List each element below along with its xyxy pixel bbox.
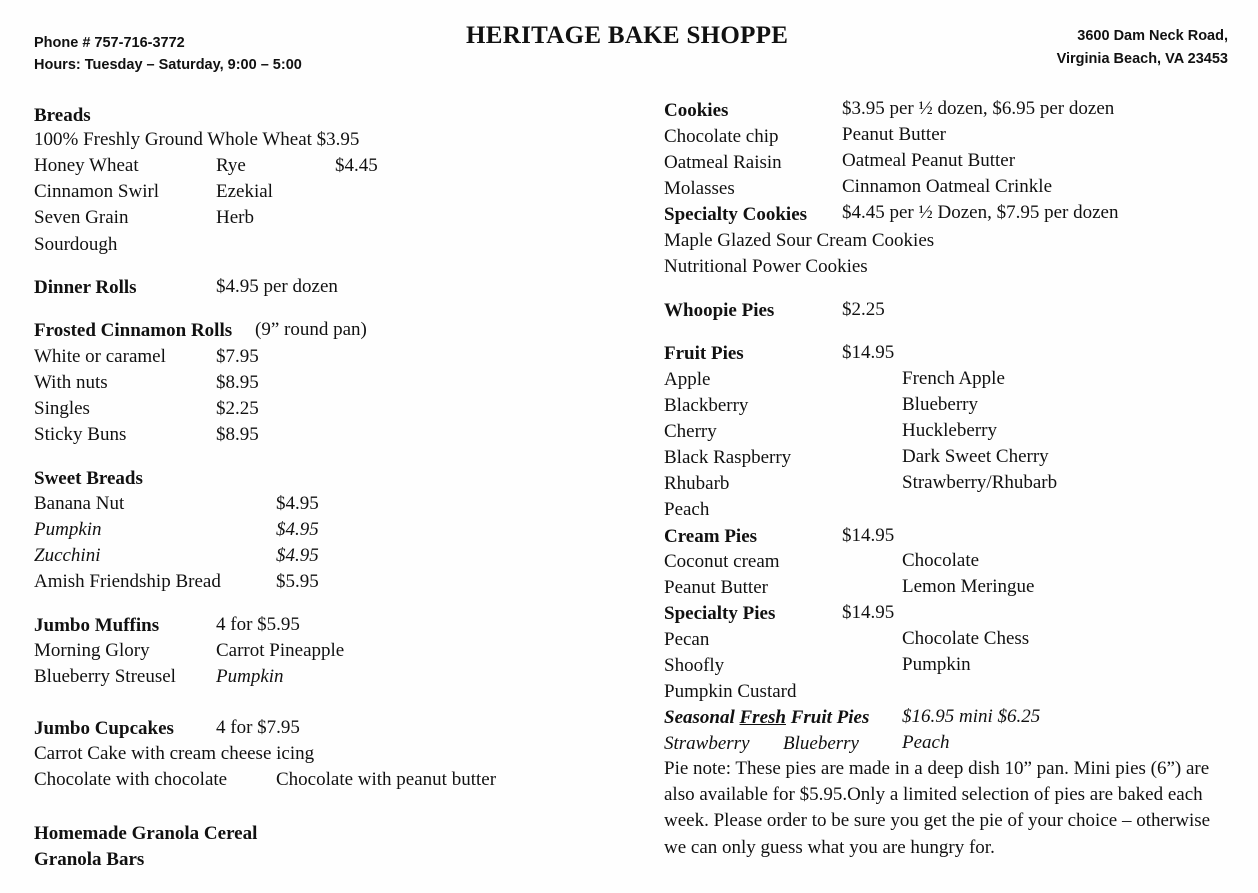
fruit-pie-item: Blueberry [902,394,978,415]
sweet-bread-price: $4.95 [276,545,319,566]
whoopie-price: $2.25 [842,299,885,320]
cookie-nutritional: Nutritional Power Cookies [664,256,868,277]
cupcake-choc-choc: Chocolate with chocolate [34,769,228,790]
sweet-bread-price: $5.95 [276,571,319,592]
bread-cinnamon-swirl: Cinnamon Swirl [34,181,160,202]
cookies-price: $3.95 per ½ dozen, $6.95 per dozen [842,98,1115,119]
pie-note: Pie note: These pies are made in a deep dish 10” pan. Mini pies (6”) are also available for $5.95.Only a limited selection of pies are baked each week. Please order to be sure you get the pie of your choice – otherwise we can only guess what you are hungry for. [664,758,1211,858]
fruit-pie-item: Black Raspberry [664,447,792,468]
cream-pies-price: $14.95 [842,525,895,546]
cinnamon-roll-price: $2.25 [216,398,259,419]
seasonal-peach: Peach [902,732,950,753]
phone-number: Phone # 757-716-3772 [34,35,185,51]
bread-whole-wheat: 100% Freshly Ground Whole Wheat $3.95 [34,129,360,150]
bread-ezekial: Ezekial [216,181,273,202]
muffin-blueberry-streusel: Blueberry Streusel [34,666,176,687]
cupcakes-price: 4 for $7.95 [216,717,300,738]
cookie-maple: Maple Glazed Sour Cream Cookies [664,230,935,251]
whoopie-heading: Whoopie Pies [664,300,775,321]
muffins-price: 4 for $5.95 [216,614,300,635]
page-title: HERITAGE BAKE SHOPPE [466,22,789,49]
bread-price: $4.45 [335,155,378,176]
fruit-pie-item: Dark Sweet Cherry [902,446,1049,467]
fruit-pies-price: $14.95 [842,342,895,363]
muffin-morning-glory: Morning Glory [34,640,150,661]
specialty-pie-choc-chess: Chocolate Chess [902,628,1030,649]
seasonal-heading-fresh: Fresh [739,707,786,728]
cream-pie-lemon: Lemon Meringue [902,576,1035,597]
fruit-pie-item: Huckleberry [902,420,997,441]
cinnamon-roll-name: Sticky Buns [34,424,127,445]
fruit-pie-item: Cherry [664,421,717,442]
cupcake-choc-pb: Chocolate with peanut butter [276,769,497,790]
granola-bars: Granola Bars [34,849,145,870]
seasonal-blueberry: Blueberry [783,733,859,754]
bread-herb: Herb [216,207,254,228]
fruit-pie-item: Strawberry/Rhubarb [902,472,1058,493]
cookie-cinnamon-oatmeal: Cinnamon Oatmeal Crinkle [842,176,1053,197]
cream-pie-coconut: Coconut cream [664,551,780,572]
sweet-bread-price: $4.95 [276,519,319,540]
sweet-bread-name: Pumpkin [34,519,102,540]
cinnamon-roll-price: $7.95 [216,346,259,367]
cinnamon-rolls-heading: Frosted Cinnamon Rolls [34,320,233,341]
muffin-carrot-pineapple: Carrot Pineapple [216,640,345,661]
cream-pies-heading: Cream Pies [664,526,758,547]
cookies-heading: Cookies [664,100,729,121]
address-line1: 3600 Dam Neck Road, [1077,28,1228,44]
seasonal-heading-pre: Seasonal [664,707,740,728]
specialty-pie-pecan: Pecan [664,629,710,650]
seasonal-strawberry: Strawberry [664,733,750,754]
seasonal-heading-post: Fruit Pies [785,707,870,728]
cinnamon-roll-name: Singles [34,398,90,419]
bread-sourdough: Sourdough [34,234,118,255]
fruit-pie-item: French Apple [902,368,1005,389]
cookie-oatmeal-raisin: Oatmeal Raisin [664,152,782,173]
cupcake-carrot: Carrot Cake with cream cheese icing [34,743,315,764]
cookie-oatmeal-pb: Oatmeal Peanut Butter [842,150,1016,171]
specialty-pie-pumpkin: Pumpkin [902,654,971,675]
seasonal-pies-price: $16.95 mini $6.25 [902,706,1041,727]
bread-honey-wheat: Honey Wheat [34,155,139,176]
sweet-bread-name: Amish Friendship Bread [34,571,221,592]
fruit-pie-item: Rhubarb [664,473,730,494]
sweet-bread-name: Zucchini [34,545,101,566]
dinner-rolls-price: $4.95 per dozen [216,276,338,297]
granola-cereal: Homemade Granola Cereal [34,823,258,844]
sweet-bread-name: Banana Nut [34,493,125,514]
cinnamon-roll-name: With nuts [34,372,108,393]
cinnamon-roll-price: $8.95 [216,424,259,445]
fruit-pie-item: Apple [664,369,711,390]
cream-pie-chocolate: Chocolate [902,550,980,571]
address-line2: Virginia Beach, VA 23453 [1056,51,1228,67]
specialty-pies-heading: Specialty Pies [664,603,776,624]
specialty-pies-price: $14.95 [842,602,895,623]
fruit-pies-heading: Fruit Pies [664,343,744,364]
cookie-peanut-butter: Peanut Butter [842,124,946,145]
cream-pie-peanut-butter: Peanut Butter [664,577,768,598]
cinnamon-roll-price: $8.95 [216,372,259,393]
specialty-pie-pumpkin-custard: Pumpkin Custard [664,681,797,702]
cookie-molasses: Molasses [664,178,735,199]
seasonal-pies-heading [664,707,869,729]
sweet-bread-price: $4.95 [276,493,319,514]
cinnamon-roll-name: White or caramel [34,346,166,367]
specialty-pie-shoofly: Shoofly [664,655,725,676]
store-hours: Hours: Tuesday – Saturday, 9:00 – 5:00 [34,57,302,73]
sweet-breads-heading: Sweet Breads [34,468,143,489]
dinner-rolls-heading: Dinner Rolls [34,277,137,298]
cookie-chocolate-chip: Chocolate chip [664,126,779,147]
fruit-pie-item: Blackberry [664,395,749,416]
fruit-pie-item: Peach [664,499,710,520]
bread-seven-grain: Seven Grain [34,207,129,228]
cinnamon-rolls-note: (9” round pan) [255,319,367,340]
muffin-pumpkin: Pumpkin [216,666,284,687]
bread-rye: Rye [216,155,246,176]
cupcakes-heading: Jumbo Cupcakes [34,718,174,739]
specialty-cookies-price: $4.45 per ½ Dozen, $7.95 per dozen [842,202,1119,223]
specialty-cookies-heading: Specialty Cookies [664,204,808,225]
breads-heading: Breads [34,105,91,126]
muffins-heading: Jumbo Muffins [34,615,160,636]
